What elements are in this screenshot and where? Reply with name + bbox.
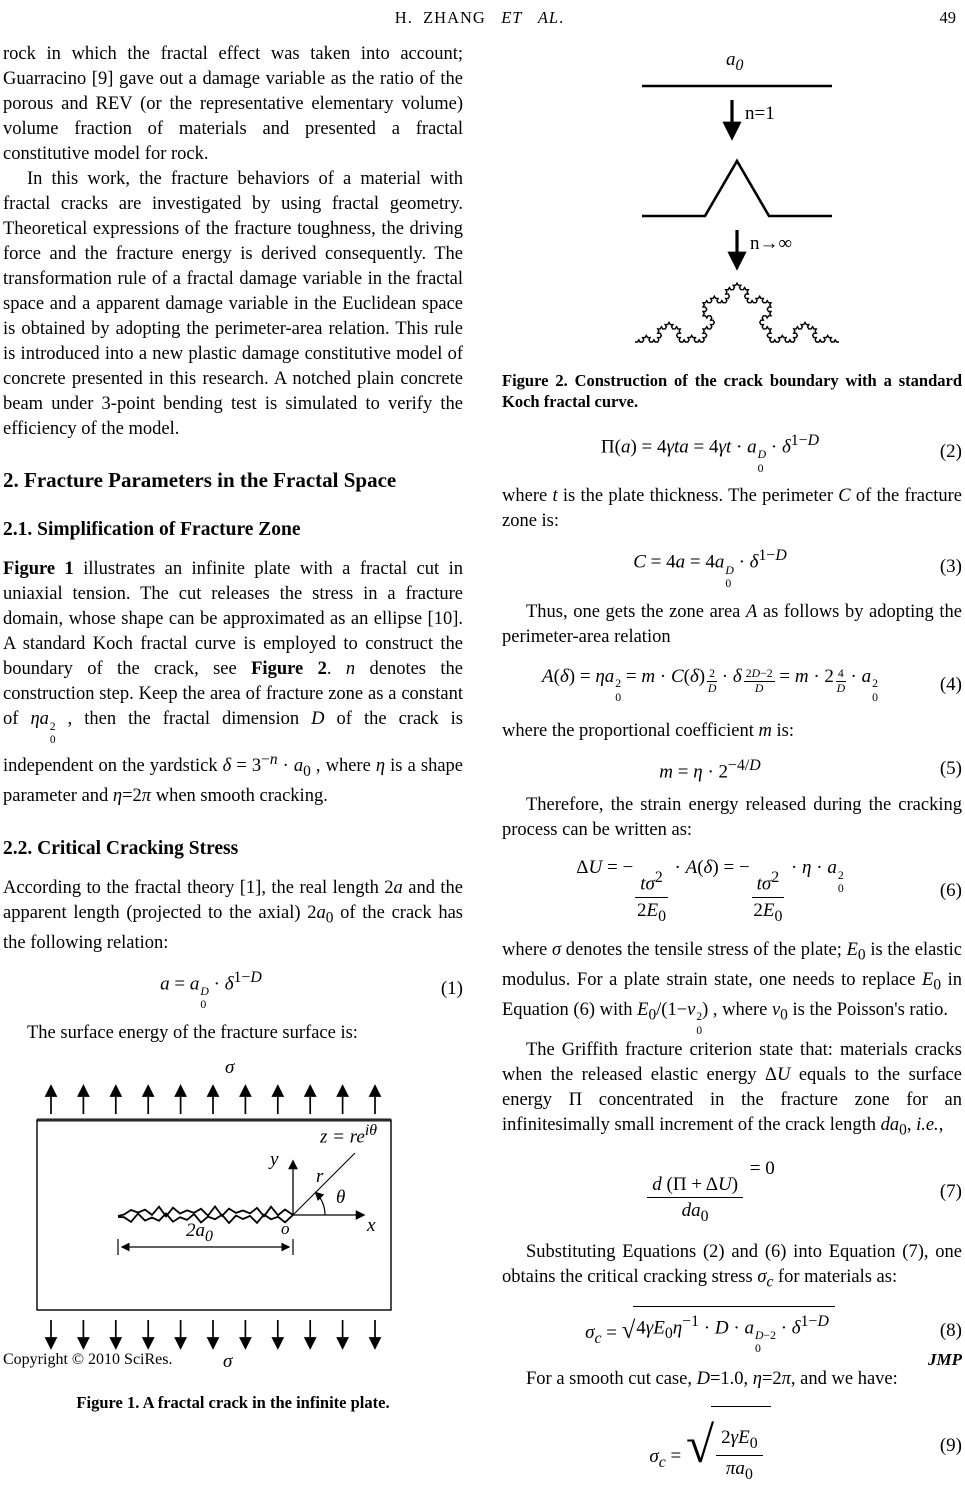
paragraph-fractal-theory: According to the fractal theory [1], the real length 2a and the apparent length (projected to the axial) $2a_0$ of the crack has the following relation:: [3, 877, 464, 953]
equation-number: (3): [939, 556, 962, 578]
plate-diagram: [23, 1062, 443, 1380]
figure-2: [502, 46, 962, 358]
theta-arc: [316, 1192, 325, 1215]
page-footer: [3, 1347, 962, 1372]
paragraph-thickness: where t is the plate thickness. The perimeter C of the fracture zone is:: [502, 486, 962, 532]
left-column: [3, 42, 463, 1498]
equation-8-body: $\sigma_c$ = √ $4\gamma E_0\eta^{-1} \cdot D \cdot a$ D−2 0 · $\delta^{1-D}$: [502, 1306, 918, 1356]
crack-width-label: $2a_0$: [186, 1219, 213, 1245]
paragraph-tensile-stress: where σ denotes the tensile stress of the plate; $E_0$ is the elastic modulus. For a plate strain state, one needs to replace $E_0$ in Equation (6) with $E_0/(1-\nu$ 2 0 ) , where $\nu_0$ is the Poisson's ratio.: [502, 940, 962, 1037]
paragraph-smooth-cut: For a smooth cut case, D=1.0, η=2π, and we have:: [526, 1368, 898, 1389]
equation-2: [502, 428, 962, 475]
running-title: H. ZHANG ET AL.: [394, 8, 565, 27]
n1-label: n=1: [745, 103, 775, 124]
paragraph-zone-area: Thus, one gets the zone area A as follows by adopting the perimeter-area relation: [502, 601, 962, 647]
equation-7-body: $\frac{d (\Pi + \Delta U)}{da_0}$ = 0: [502, 1156, 918, 1227]
equation-4: [502, 664, 962, 705]
subsection-heading-2-1: 2.1. Simplification of Fracture Zone: [3, 519, 301, 540]
z-expression-label: $z = re^{i\theta}$: [320, 1121, 378, 1148]
x-axis-label: x: [367, 1214, 376, 1236]
equation-5: [502, 753, 962, 784]
equation-3-body: C = 4a = 4a D 0 · $\delta^{1-D}$: [633, 547, 787, 591]
paragraph-intro-1: rock in which the fractal effect was taken into account; Guarracino [9] gave out a damage variable as the ratio of the porous and REV (or the representative elementary volume) volume fraction of materials and presented a fractal constitutive model for rock.: [3, 44, 463, 164]
equation-9-body: $\sigma_c$ = √ $\frac{2\gamma E_0}{\pi a_0}$: [502, 1406, 918, 1484]
paragraph-figure1: Figure 1 illustrates an infinite plate with a fractal cut in uniaxial tension. The cut releases the stress in a fracture domain, whose shape can be approximated as an ellipse [10]. A standard Koch fractal curve is employed to construct the boundary of the crack, see Figure 2. n denotes the construction step. Keep the area of fracture zone as a constant of ηa 2 0 , then the fractal dimension D of the crack is independent on the yardstick $\delta = 3^{-n} \cdot a_0$ , where η is a shape parameter and η=2π when smooth cracking.: [3, 559, 463, 806]
paragraph-coefficient: where the proportional coefficient m is:: [502, 720, 794, 741]
koch-construction-diagram: [502, 46, 962, 358]
page-number: 49: [939, 8, 956, 27]
right-column: [502, 42, 962, 1498]
equation-6-body: ΔU = − $\frac{t\sigma^2}{2E_0}$ · A(δ) = − $\frac{t\sigma^2}{2E_0}$ · η · a 2 0: [576, 856, 844, 925]
equation-number: (4): [939, 673, 962, 695]
ninf-label: n→∞: [750, 233, 793, 254]
equation-4-body: A(δ) = ηa 2 0 = m · C(δ) $\frac{2}{D}$ · δ $\frac{2D-2}{D}$ = m · 2 $\frac{4}{D}$ · a 2 0: [542, 665, 878, 705]
koch-generator: [642, 161, 832, 216]
equation-2-body: Π(a) = 4γta = 4γt · a D 0 · $\delta^{1-D}$: [600, 432, 820, 475]
equation-1: [3, 965, 463, 1012]
a0-label: $a_0$: [726, 49, 744, 74]
figure-1: [23, 1056, 443, 1380]
journal-abbreviation: JMP: [928, 1350, 962, 1369]
page-header: [3, 8, 962, 28]
equation-3: [502, 543, 962, 590]
paragraph-surface-energy: The surface energy of the fracture surface is:: [27, 1022, 358, 1043]
origin-label: o: [281, 1218, 290, 1238]
equation-1-body: a = a D 0 · $\delta^{1-D}$: [160, 968, 262, 1012]
y-axis-label: y: [270, 1148, 279, 1170]
section-heading-2: 2. Fracture Parameters in the Fractal Space: [3, 468, 397, 492]
equation-number: (2): [939, 441, 962, 463]
equation-number: (9): [939, 1434, 962, 1456]
equation-5-body: $m = \eta \cdot 2^{-4/D}$: [659, 756, 761, 782]
equation-number: (5): [939, 757, 962, 779]
koch-fractal-curve: [635, 283, 839, 342]
two-column-body: [3, 42, 962, 1498]
equation-number: (1): [440, 977, 463, 999]
figure-2-caption: Figure 2. Construction of the crack boundary with a standard Koch fractal curve.: [502, 371, 962, 411]
theta-label: θ: [336, 1186, 346, 1208]
radius-label: r: [316, 1165, 324, 1187]
subsection-heading-2-2: 2.2. Critical Cracking Stress: [3, 837, 239, 859]
equation-7: [502, 1156, 962, 1227]
equation-number: (7): [939, 1180, 962, 1202]
equation-6: [502, 855, 962, 926]
equation-9: [502, 1406, 962, 1484]
figure-1-caption: Figure 1. A fractal crack in the infinite plate.: [76, 1392, 390, 1412]
equation-number: (6): [939, 880, 962, 902]
fractal-crack-upper: [118, 1206, 293, 1216]
sigma-top-label: σ: [225, 1056, 235, 1078]
paragraph-griffith: The Griffith fracture criterion state that: materials cracks when the released elastic energy ΔU equals to the surface energy Π concentrated in the fracture zone for an infinitesimally small increment of the crack length $da_0$, i.e.,: [502, 1039, 962, 1139]
paragraph-strain-energy: Therefore, the strain energy released during the cracking process can be written as:: [502, 794, 962, 840]
paragraph-substituting: Substituting Equations (2) and (6) into Equation (7), one obtains the critical cracking stress $\sigma_c$ for materials as:: [502, 1242, 962, 1291]
paragraph-intro-2: In this work, the fracture behaviors of a material with fractal cracks are investigated by using fractal geometry. Theoretical expressions of the fracture toughness, the driving force and the fracture energy is derived consequently. The transformation rule of a fractal damage variable in the fractal space and a apparent damage variable in the Euclidean space is obtained by adopting the perimeter-area relation. This rule is introduced into a new plastic damage constitutive model of concrete presented in this research. A notched plain concrete beam under 3-point bending test is simulated to verify the efficiency of the model.: [3, 169, 463, 439]
equation-number: (8): [939, 1320, 962, 1342]
sigma-bottom-label: σ: [223, 1350, 233, 1372]
copyright-text: Copyright © 2010 SciRes.: [3, 1351, 173, 1368]
